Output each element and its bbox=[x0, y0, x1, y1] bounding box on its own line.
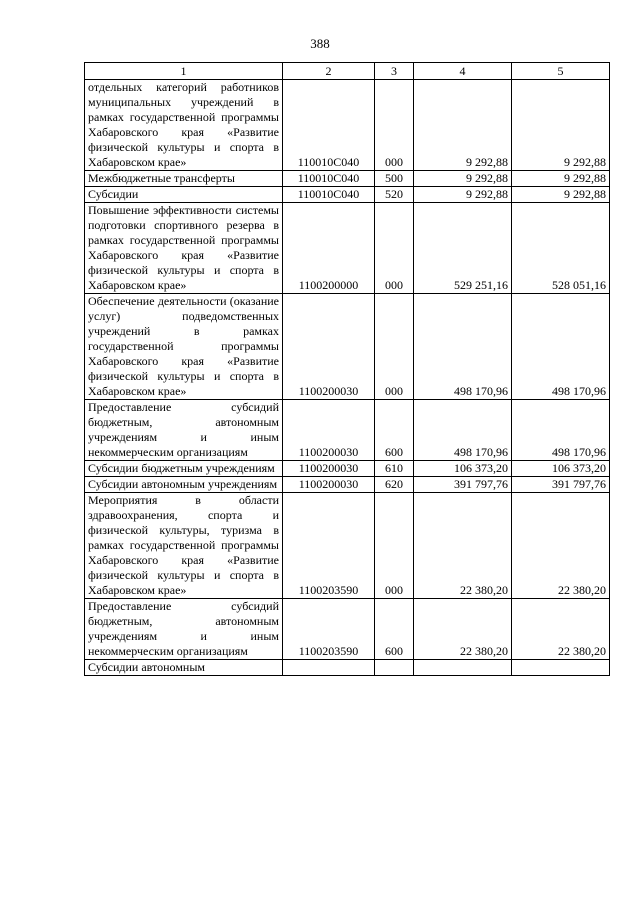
row-code-cell: 110010С040 bbox=[283, 171, 375, 187]
row-sum1-cell: 498 170,96 bbox=[414, 294, 512, 400]
row-sum2-cell: 498 170,96 bbox=[512, 400, 610, 461]
row-name-cell: Субсидии автономным bbox=[85, 660, 283, 676]
column-header-5: 5 bbox=[512, 63, 610, 80]
row-expense-type-cell: 000 bbox=[375, 493, 414, 599]
table-row bbox=[85, 461, 610, 477]
row-sum1-cell bbox=[414, 660, 512, 676]
row-code-cell: 1100200030 bbox=[283, 477, 375, 493]
row-expense-type-cell: 000 bbox=[375, 80, 414, 171]
table-row bbox=[85, 80, 610, 171]
row-sum2-cell: 22 380,20 bbox=[512, 493, 610, 599]
row-name-cell: Межбюджетные трансферты bbox=[85, 171, 283, 187]
row-sum2-cell: 498 170,96 bbox=[512, 294, 610, 400]
row-code-cell: 1100200000 bbox=[283, 203, 375, 294]
row-expense-type-cell: 000 bbox=[375, 203, 414, 294]
table-row bbox=[85, 203, 610, 294]
page-number: 388 bbox=[310, 36, 330, 51]
table-row bbox=[85, 599, 610, 660]
row-expense-type-cell: 500 bbox=[375, 171, 414, 187]
row-code-cell: 1100203590 bbox=[283, 493, 375, 599]
row-expense-type-cell: 610 bbox=[375, 461, 414, 477]
table-row bbox=[85, 187, 610, 203]
row-expense-type-cell: 000 bbox=[375, 294, 414, 400]
table-row bbox=[85, 477, 610, 493]
row-sum1-cell: 391 797,76 bbox=[414, 477, 512, 493]
row-sum2-cell: 9 292,88 bbox=[512, 187, 610, 203]
row-sum2-cell: 9 292,88 bbox=[512, 171, 610, 187]
row-code-cell: 1100200030 bbox=[283, 400, 375, 461]
row-name-cell: Обеспечение деятельности (оказание услуг) подведомственных учреждений в рамках государственной программы Хабаровского края «Развитие физической культуры и спорта в Хабаровском крае» bbox=[85, 294, 283, 400]
row-expense-type-cell: 520 bbox=[375, 187, 414, 203]
budget-table bbox=[84, 62, 610, 676]
row-expense-type-cell: 620 bbox=[375, 477, 414, 493]
row-sum1-cell: 22 380,20 bbox=[414, 599, 512, 660]
row-sum2-cell: 22 380,20 bbox=[512, 599, 610, 660]
row-expense-type-cell bbox=[375, 660, 414, 676]
row-sum1-cell: 9 292,88 bbox=[414, 187, 512, 203]
row-sum2-cell: 528 051,16 bbox=[512, 203, 610, 294]
row-name-cell: Субсидии бюджетным учреждениям bbox=[85, 461, 283, 477]
row-name-cell: Предоставление субсидий бюджетным, автономным учреждениям и иным некоммерческим организациям bbox=[85, 400, 283, 461]
column-header-4: 4 bbox=[414, 63, 512, 80]
row-sum1-cell: 106 373,20 bbox=[414, 461, 512, 477]
row-name-cell: Субсидии автономным учреждениям bbox=[85, 477, 283, 493]
row-code-cell: 1100200030 bbox=[283, 294, 375, 400]
row-code-cell: 1100200030 bbox=[283, 461, 375, 477]
row-expense-type-cell: 600 bbox=[375, 599, 414, 660]
column-header-2: 2 bbox=[283, 63, 375, 80]
table-row bbox=[85, 660, 610, 676]
row-code-cell: 110010С040 bbox=[283, 187, 375, 203]
row-name-cell: Предоставление субсидий бюджетным, автономным учреждениям и иным некоммерческим организациям bbox=[85, 599, 283, 660]
row-code-cell bbox=[283, 660, 375, 676]
row-name-cell: Повышение эффективности системы подготовки спортивного резерва в рамках государственной программы Хабаровского края «Развитие физической культуры и спорта в Хабаровском крае» bbox=[85, 203, 283, 294]
table-row bbox=[85, 493, 610, 599]
row-sum1-cell: 9 292,88 bbox=[414, 80, 512, 171]
row-sum1-cell: 22 380,20 bbox=[414, 493, 512, 599]
row-sum1-cell: 498 170,96 bbox=[414, 400, 512, 461]
table-row bbox=[85, 171, 610, 187]
row-sum2-cell: 106 373,20 bbox=[512, 461, 610, 477]
column-header-1: 1 bbox=[85, 63, 283, 80]
row-sum2-cell bbox=[512, 660, 610, 676]
row-code-cell: 110010С040 bbox=[283, 80, 375, 171]
table-row bbox=[85, 400, 610, 461]
table-header-row bbox=[85, 63, 610, 80]
row-name-cell: Мероприятия в области здравоохранения, спорта и физической культуры, туризма в рамках государственной программы Хабаровского края «Развитие физической культуры и спорта в Хабаровском крае» bbox=[85, 493, 283, 599]
row-name-cell: Субсидии bbox=[85, 187, 283, 203]
row-name-cell: отдельных категорий работников муниципальных учреждений в рамках государственной программы Хабаровского края «Развитие физической культуры и спорта в Хабаровском крае» bbox=[85, 80, 283, 171]
row-sum1-cell: 9 292,88 bbox=[414, 171, 512, 187]
row-sum2-cell: 391 797,76 bbox=[512, 477, 610, 493]
row-sum2-cell: 9 292,88 bbox=[512, 80, 610, 171]
table-row bbox=[85, 294, 610, 400]
column-header-3: 3 bbox=[375, 63, 414, 80]
row-code-cell: 1100203590 bbox=[283, 599, 375, 660]
row-expense-type-cell: 600 bbox=[375, 400, 414, 461]
row-sum1-cell: 529 251,16 bbox=[414, 203, 512, 294]
